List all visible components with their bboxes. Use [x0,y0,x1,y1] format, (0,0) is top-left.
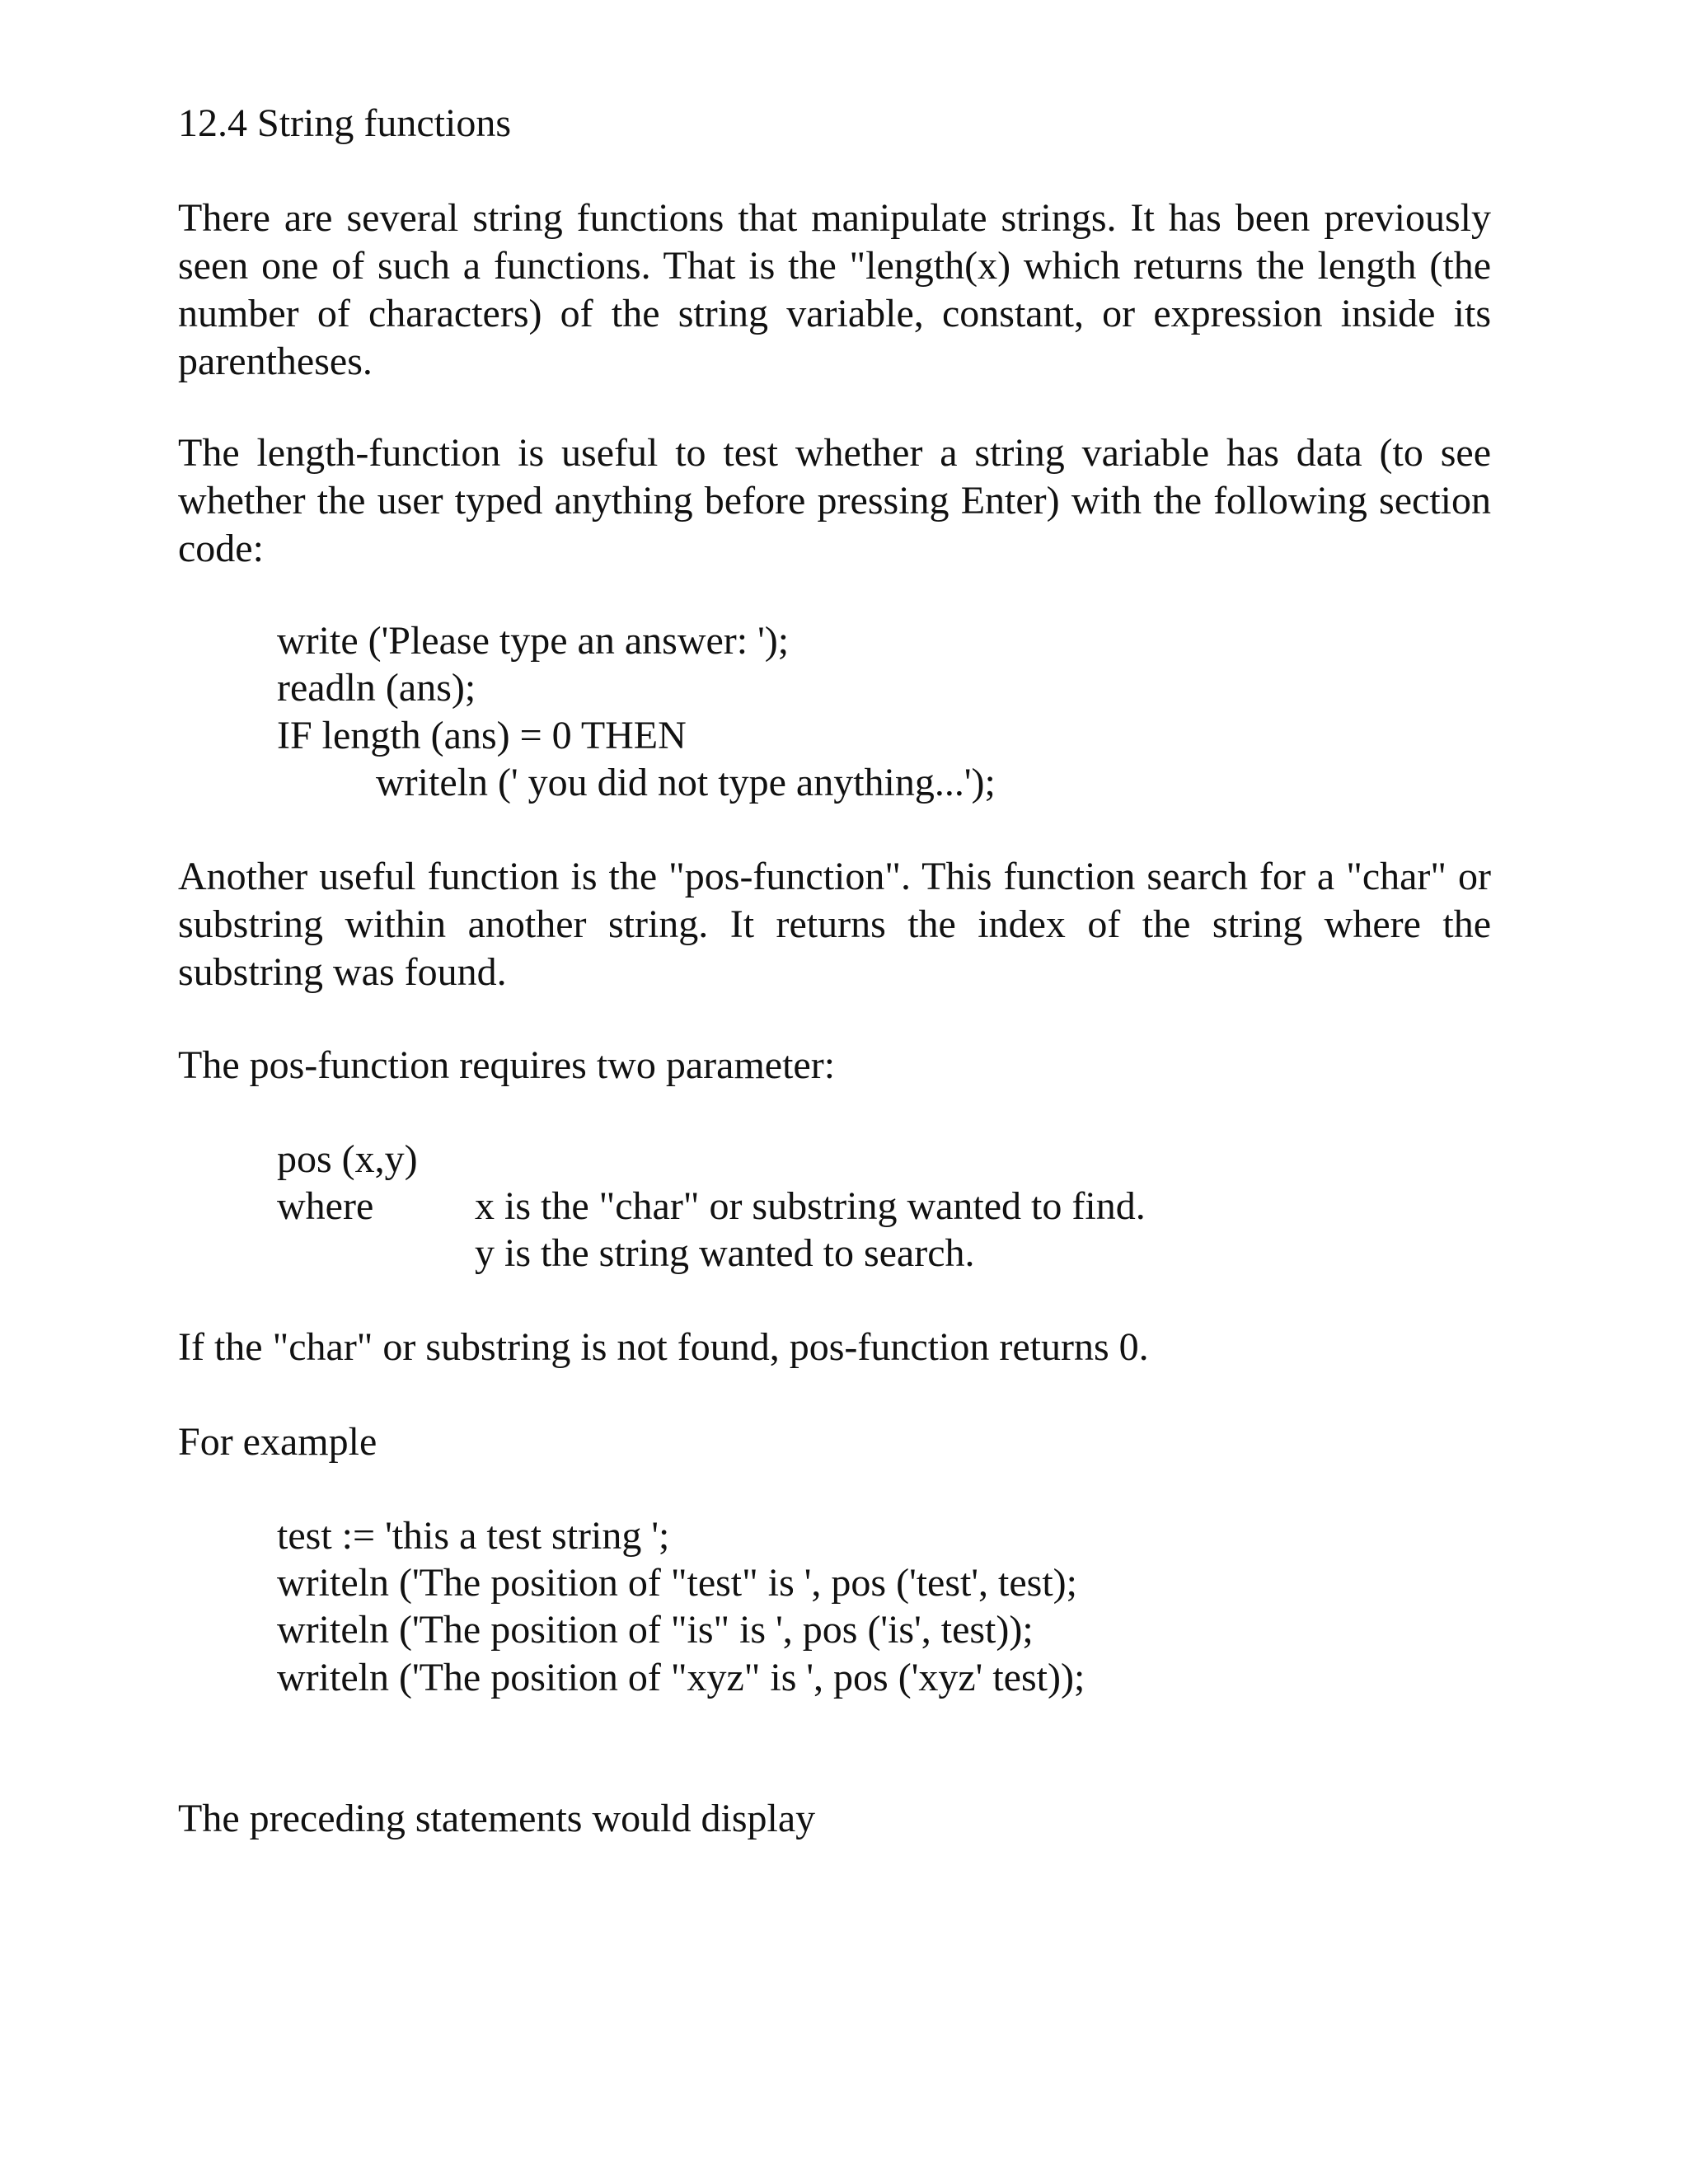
length-usage-paragraph: The length-function is useful to test whether a string variable has data (to see whether the user typed anything before pressing Enter) with the following section code: [178,431,1491,570]
pos-function-paragraph: Another useful function is the "pos-function". This function search for a "char" or substring within another string. It returns the index of the string where the substring was found. [178,855,1491,994]
code-line: writeln ('The position of "xyz" is ', pos ('xyz' test)); [277,1656,1085,1699]
not-found-paragraph: If the "char" or substring is not found, pos-function returns 0. [178,1325,1149,1369]
section-heading: 12.4 String functions [178,101,511,145]
code-line: IF length (ans) = 0 THEN [277,714,687,757]
pos-parameters-paragraph: The pos-function requires two parameter: [178,1043,836,1087]
code-line: writeln ('The position of "test" is ', pos ('test', test); [277,1561,1077,1605]
example-label: For example [178,1420,377,1464]
param-x-description: x is the "char" or substring wanted to find. [475,1184,1146,1228]
pos-signature: pos (x,y) [277,1137,418,1181]
code-line: write ('Please type an answer: '); [277,619,790,663]
code-line: writeln (' you did not type anything...'); [376,761,996,804]
code-line: readln (ans); [277,666,476,710]
code-line: test := 'this a test string '; [277,1514,670,1558]
preceding-statements-paragraph: The preceding statements would display [178,1797,816,1840]
code-line: writeln ('The position of "is" is ', pos ('is', test)); [277,1608,1034,1652]
intro-paragraph: There are several string functions that manipulate strings. It has been previously seen one of such a functions. That is the "length(x) which returns the length (the number of characters) of the string variable, constant, or expression inside its parentheses. [178,196,1491,383]
where-label: where [277,1184,374,1228]
param-y-description: y is the string wanted to search. [475,1231,975,1275]
